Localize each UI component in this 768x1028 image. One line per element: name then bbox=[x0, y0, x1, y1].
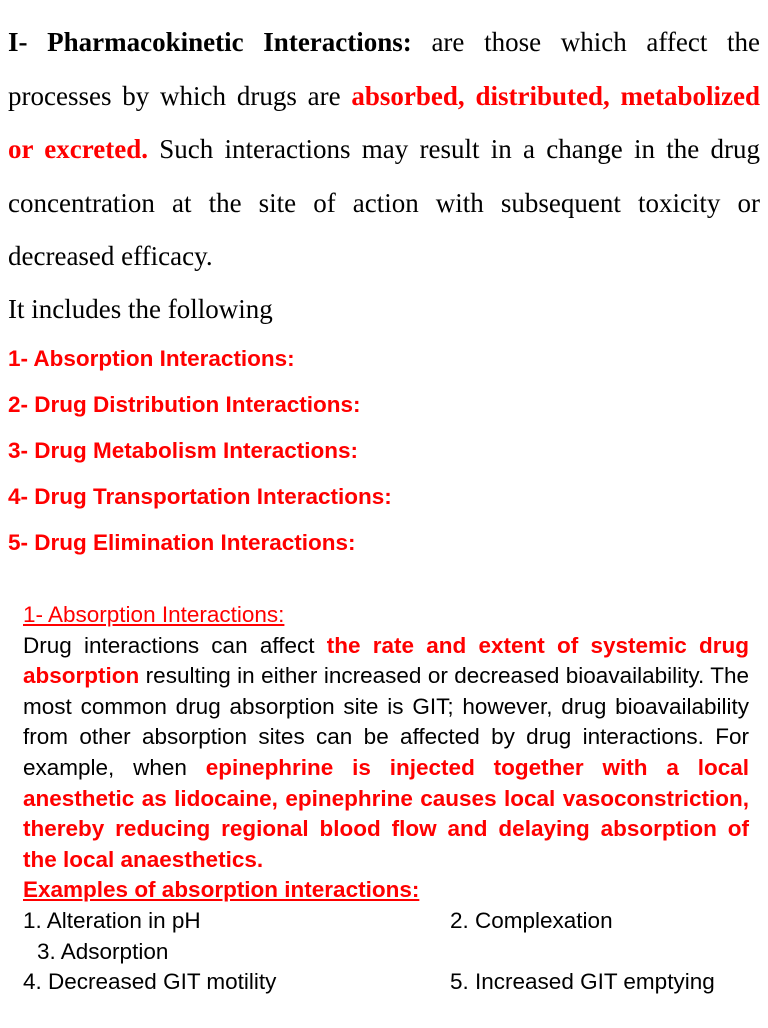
example-item: 3. Adsorption bbox=[37, 938, 169, 964]
includes-line: It includes the following bbox=[8, 294, 273, 324]
absorption-highlight-1: the rate and extent of systemic drug absorption bbox=[23, 632, 749, 689]
intro-text-1: are those which affect the processes by which drugs are bbox=[8, 27, 760, 111]
section-title: I- Pharmacokinetic Interactions: bbox=[8, 27, 412, 57]
absorption-text-2: resulting in either increased or decreased bioavailability. The most common drug absorption site is GIT; however, drug bioavailability from other absorption sites can be affected by drug interactions. For example, when bbox=[23, 663, 749, 780]
examples-list bbox=[23, 906, 749, 1028]
absorption-heading: 1- Absorption Interactions: bbox=[23, 602, 285, 627]
absorption-text-1: Drug interactions can affect bbox=[23, 632, 327, 658]
examples-heading: Examples of absorption interactions: bbox=[23, 877, 420, 903]
intro-highlight: absorbed, distributed, metabolized or excreted. bbox=[8, 80, 760, 164]
example-item: 4. Decreased GIT motility bbox=[23, 968, 277, 994]
absorption-section bbox=[23, 600, 749, 1028]
list-item: 3- Drug Metabolism Interactions: bbox=[8, 438, 359, 463]
list-item: 4- Drug Transportation Interactions: bbox=[8, 484, 392, 509]
intro-text-2: Such interactions may result in a change in the drug concentration at the site of action with subsequent toxicity or decreased efficacy. bbox=[8, 134, 761, 271]
list-item: 1- Absorption Interactions: bbox=[8, 346, 295, 371]
absorption-highlight-2: epinephrine is injected together with a local anesthetic as lidocaine, epinephrine causes local vasoconstriction, thereby reducing regional blood flow and delaying absorption of the local anaesthetics. bbox=[23, 754, 749, 872]
list-item: 2- Drug Distribution Interactions: bbox=[8, 392, 361, 417]
intro-text bbox=[8, 16, 760, 284]
intro-paragraph bbox=[8, 16, 760, 284]
absorption-paragraph bbox=[23, 631, 749, 876]
example-item: 1. Alteration in pH bbox=[23, 907, 201, 933]
example-item: 2. Complexation bbox=[450, 907, 613, 933]
example-item: 5. Increased GIT emptying bbox=[450, 968, 715, 994]
interaction-list bbox=[8, 336, 392, 566]
list-item: 5- Drug Elimination Interactions: bbox=[8, 530, 356, 555]
